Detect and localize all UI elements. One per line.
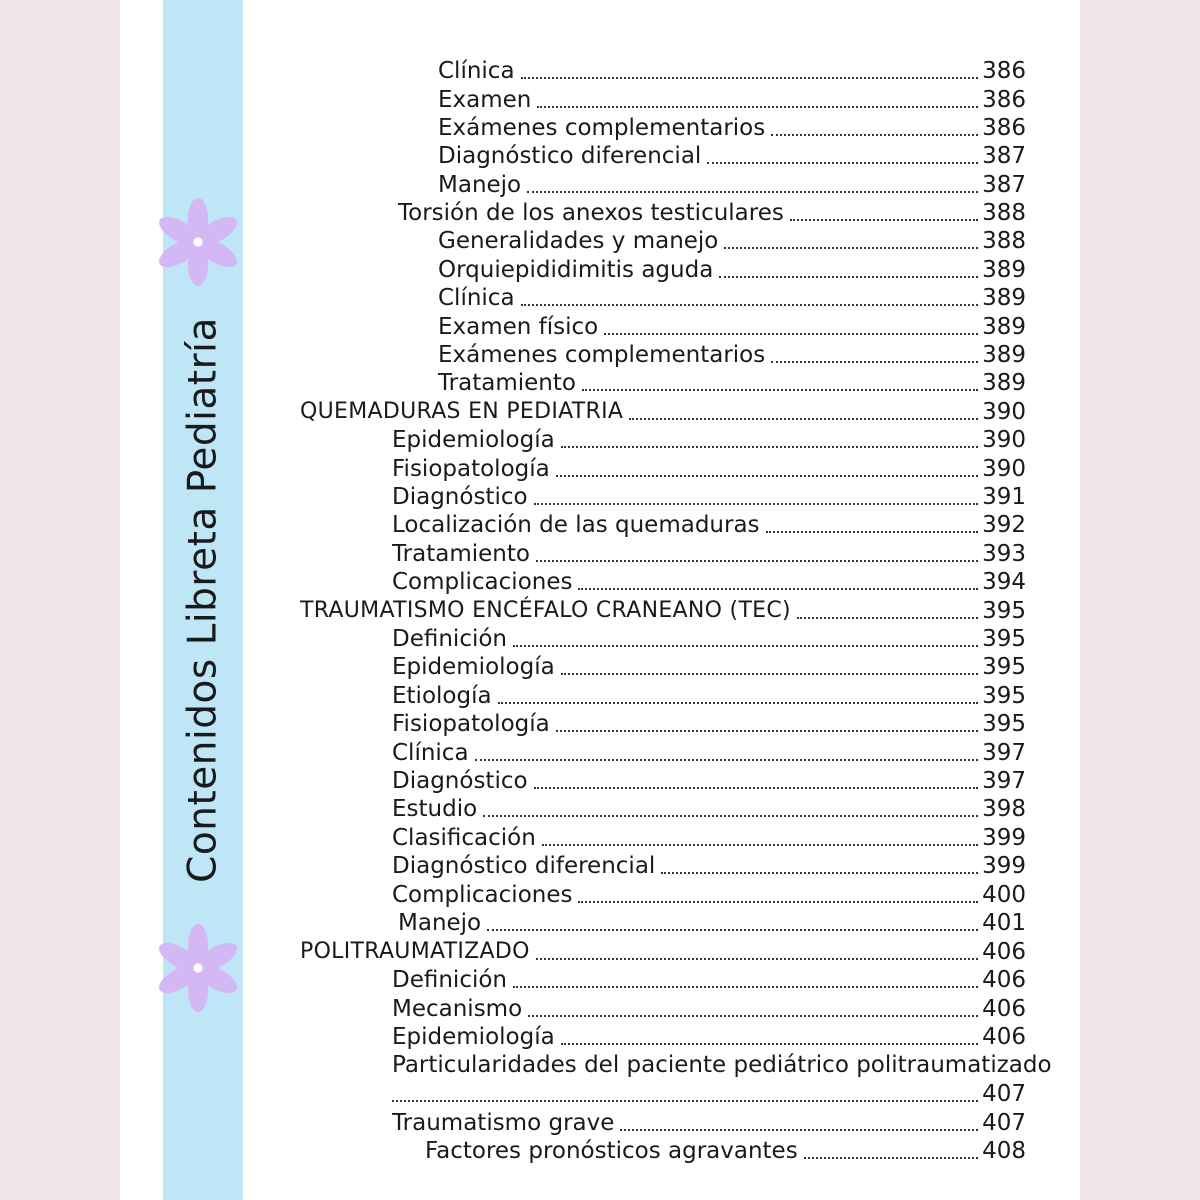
toc-entry[interactable] [392,1022,1026,1052]
toc-label: Manejo [438,172,522,198]
toc-entry[interactable] [392,738,1026,768]
toc-entry[interactable] [392,624,1026,654]
toc-entry[interactable] [392,510,1026,540]
toc-leader [521,77,979,79]
toc-label: Mecanismo [392,996,523,1022]
toc-leader [797,617,978,619]
toc-leader [536,958,978,960]
toc-leader [804,1157,978,1159]
toc-leader [790,219,978,221]
toc-label: Traumatismo grave [392,1110,615,1136]
toc-page-number: 400 [982,882,1026,908]
toc-leader [487,929,978,931]
toc-label: Torsión de los anexos testiculares [398,200,784,226]
toc-label: Fisiopatología [392,711,550,737]
toc-label: Epidemiología [392,427,555,453]
toc-page-number: 395 [982,626,1026,652]
toc-entry[interactable] [392,880,1026,910]
toc-page-number: 406 [982,939,1026,965]
toc-entry[interactable] [392,482,1026,512]
toc-leader [513,986,978,988]
toc-leader [537,106,978,108]
toc-label: Orquiepididimitis aguda [438,257,714,283]
toc-page-number: 393 [982,541,1026,567]
toc-leader [528,1015,978,1017]
toc-label: Diagnóstico diferencial [438,143,702,169]
toc-page-number: 399 [982,825,1026,851]
toc-entry[interactable] [392,652,1026,682]
toc-section[interactable] [300,596,1026,626]
toc-leader [719,276,978,278]
toc-leader [582,389,978,391]
toc-label: Exámenes complementarios [438,115,766,141]
toc-leader [561,1043,978,1045]
toc-leader [629,418,978,420]
toc-entry[interactable] [392,965,1026,995]
toc-label: Complicaciones [392,882,573,908]
toc-label: Definición [392,967,507,993]
toc-page-number: 407 [982,1081,1026,1107]
toc-leader [556,730,978,732]
toc-leader [766,531,979,533]
toc-entry[interactable] [392,851,1026,881]
toc-entry[interactable] [438,85,1026,115]
toc-label: Diagnóstico [392,484,528,510]
toc-page-number: 395 [982,683,1026,709]
toc-entry[interactable] [392,1108,1026,1138]
toc-leader [620,1129,978,1131]
toc-entry[interactable] [425,1136,1026,1166]
toc-page-number: 398 [982,796,1026,822]
toc-label: Fisiopatología [392,456,550,482]
toc-page-number: 386 [982,115,1026,141]
toc-label: Diagnóstico [392,768,528,794]
toc-leader [578,901,978,903]
toc-label: Clínica [392,740,469,766]
toc-entry[interactable] [392,823,1026,853]
toc-leader [771,134,978,136]
toc-leader [707,162,978,164]
toc-section[interactable] [300,397,1026,427]
toc-entry[interactable] [398,198,1026,228]
toc-entry[interactable] [438,368,1026,398]
toc-label: Examen [438,87,532,113]
toc-page-number: 406 [982,1024,1026,1050]
toc-leader [604,333,978,335]
toc-page-number: 399 [982,853,1026,879]
toc-page-number: 390 [982,399,1026,425]
toc-label: Definición [392,626,507,652]
toc-entry[interactable] [392,766,1026,796]
toc-page-number: 388 [982,228,1026,254]
toc-page-number: 390 [982,456,1026,482]
toc-entry[interactable] [392,425,1026,455]
toc-label: Epidemiología [392,1024,555,1050]
toc-page-number: 386 [982,87,1026,113]
toc-entry[interactable] [392,567,1026,597]
toc-leader [561,673,978,675]
toc-leader [527,191,978,193]
toc-label: Etiología [392,683,492,709]
toc-page-number: 388 [982,200,1026,226]
toc-leader [556,475,978,477]
toc-entry[interactable] [392,709,1026,739]
toc-label: Tratamiento [438,370,576,396]
toc-section-title: POLITRAUMATIZADO [300,939,530,964]
toc-label: Estudio [392,796,478,822]
toc-label: Clasificación [392,825,536,851]
toc-leader [521,304,979,306]
toc-entry[interactable] [438,56,1026,86]
toc-label: Localización de las quemaduras [392,512,760,538]
toc-page-number: 389 [982,314,1026,340]
toc-entry[interactable] [392,1051,1052,1109]
toc-label: Diagnóstico diferencial [392,853,656,879]
toc-page-number: 407 [982,1110,1026,1136]
sidebar-title: Contenidos Libreta Pediatría [180,317,226,883]
toc-entry[interactable] [438,226,1026,256]
toc-page-number: 389 [982,257,1026,283]
toc-label: Tratamiento [392,541,530,567]
toc-entry[interactable] [438,312,1026,342]
toc-page-number: 406 [982,996,1026,1022]
toc-page-number: 395 [982,598,1026,624]
toc-page-number: 406 [982,967,1026,993]
toc-entry[interactable] [438,283,1026,313]
toc-section-title: QUEMADURAS EN PEDIATRIA [300,399,624,424]
toc-page-number: 389 [982,285,1026,311]
toc-entry[interactable] [392,994,1026,1024]
toc-entry[interactable] [438,255,1026,285]
toc-label: Epidemiología [392,654,555,680]
toc-page-number: 392 [982,512,1026,538]
toc-page-number: 389 [982,370,1026,396]
toc-leader [392,1100,978,1102]
toc-label: Clínica [438,58,515,84]
toc-label: Generalidades y manejo [438,228,719,254]
toc-leader [475,759,979,761]
toc-entry[interactable] [438,340,1026,370]
toc-page-number: 387 [982,143,1026,169]
toc-page-number: 401 [982,910,1026,936]
toc-page-number: 387 [982,172,1026,198]
toc-leader [534,787,979,789]
toc-leader [578,588,978,590]
toc-label: Particularidades del paciente pediátrico politraumatizado [392,1052,1052,1078]
toc-page-number: 395 [982,711,1026,737]
toc-label: Complicaciones [392,569,573,595]
toc-leader [542,844,978,846]
toc-label: Manejo [398,910,482,936]
toc-leader [536,560,978,562]
toc-entry[interactable] [438,141,1026,171]
toc-page-number: 391 [982,484,1026,510]
toc-leader [483,815,978,817]
toc-leader [561,446,978,448]
toc-page-number: 386 [982,58,1026,84]
toc-page-number: 394 [982,569,1026,595]
toc-label: Exámenes complementarios [438,342,766,368]
toc-leader [771,361,978,363]
toc-label: Examen físico [438,314,599,340]
toc-page-number: 408 [982,1138,1026,1164]
toc-leader [661,872,978,874]
toc-page-number: 397 [982,740,1026,766]
toc-leader [724,247,978,249]
toc-entry[interactable] [392,454,1026,484]
toc-section-title: TRAUMATISMO ENCÉFALO CRANEANO (TEC) [300,598,791,623]
toc-page-number: 390 [982,427,1026,453]
toc-page-number: 389 [982,342,1026,368]
toc-leader [498,702,979,704]
toc-entry[interactable] [392,681,1026,711]
toc-leader [534,503,979,505]
toc-entry[interactable] [438,170,1026,200]
toc-page-number: 397 [982,768,1026,794]
toc-entry[interactable] [438,113,1026,143]
toc-entry[interactable] [392,794,1026,824]
toc-page-number: 395 [982,654,1026,680]
toc-entry[interactable] [398,908,1026,938]
toc-section[interactable] [300,937,1026,967]
toc-entry[interactable] [392,539,1026,569]
toc-label: Factores pronósticos agravantes [425,1138,798,1164]
toc-leader [513,645,978,647]
toc-label: Clínica [438,285,515,311]
